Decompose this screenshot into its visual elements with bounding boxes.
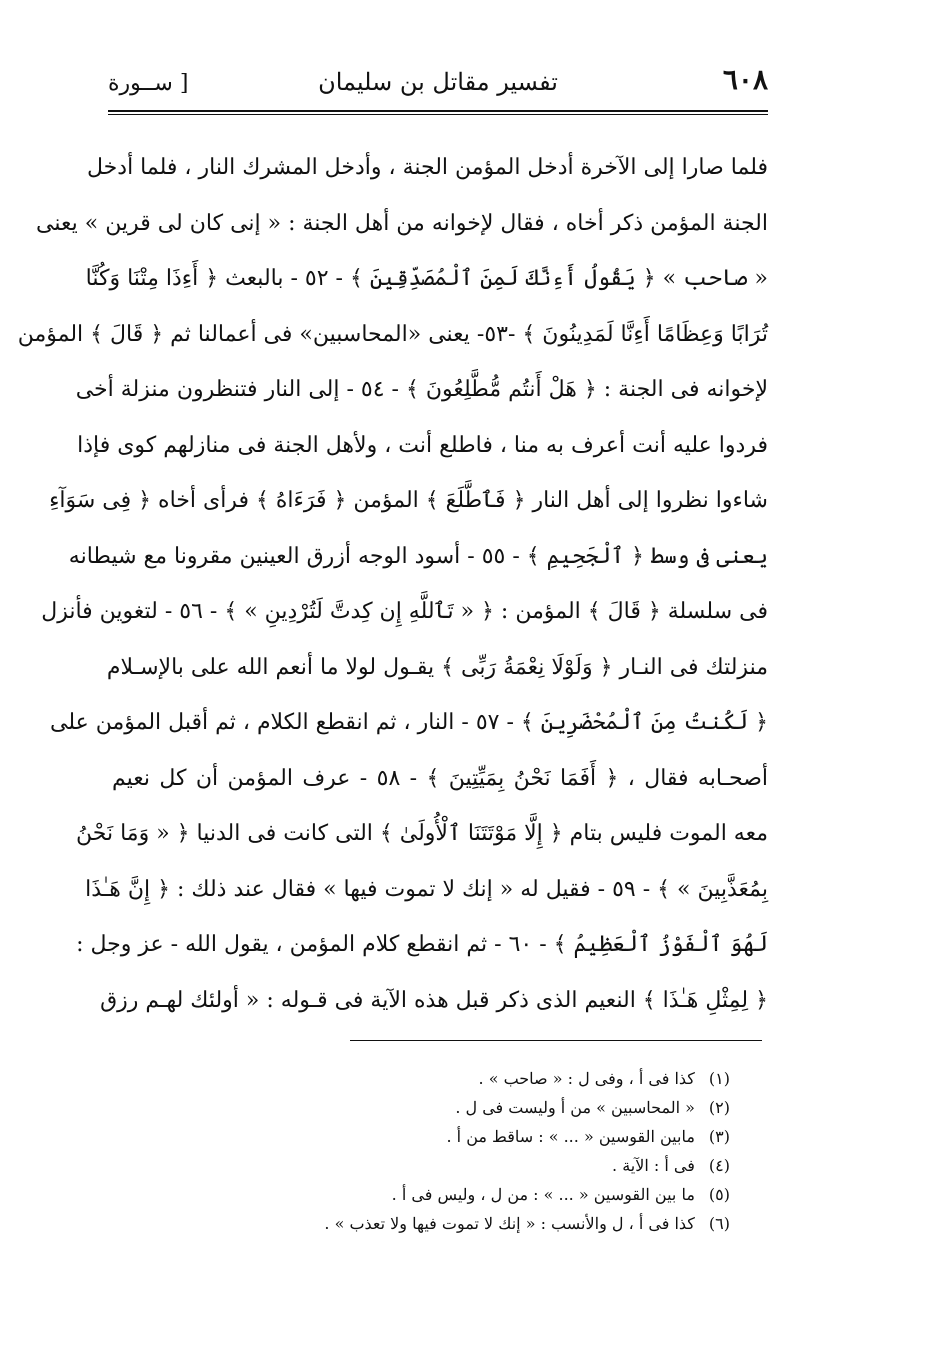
text-line: شاءوا نظروا إلى أهل النار ﴿ فَٱطَّلَعَ ﴾ المؤمن ﴿ فَرَءَاهُ ﴾ فرأى أخاه ﴿ فِى سَوَآءِ bbox=[49, 488, 768, 513]
page-number: ٦٠٨ bbox=[722, 63, 768, 96]
footnote-number: (١) bbox=[708, 1069, 730, 1088]
body-text bbox=[17, 140, 768, 1028]
footnote-separator bbox=[350, 1040, 762, 1041]
text-line: ﴿ لَكُنتُ مِنَ ٱلْمُحْضَرِينَ ﴾ - ٥٧ - النار ، ثم انقطع الكلام ، ثم أقبل المؤمن على bbox=[50, 710, 768, 735]
text-line: فردوا عليه أنت أعرف به منا ، فاطلع أنت ، ولأهل الجنة فى منازلهم كوى فإذا bbox=[77, 432, 768, 458]
header-rule-thin bbox=[108, 114, 768, 115]
footnote-text: مابين القوسين « ... » : ساقط من أ . bbox=[446, 1127, 695, 1146]
text-line: منزلتك فى النـار ﴿ وَلَوْلَا نِعْمَةُ رَبِّى ﴾ يقـول لولا ما أنعم الله على بالإسـلام bbox=[106, 654, 768, 680]
text-line: لإخوانه فى الجنة : ﴿ هَلْ أَنتُم مُّطَّلِعُونَ ﴾ - ٥٤ - إلى النار فتنظرون منزلة أخى bbox=[75, 377, 768, 402]
text-line: فى سلسلة ﴿ قَالَ ﴾ المؤمن : ﴿ « تَٱللَّهِ إِن كِدتَّ لَتُرْدِينِ » ﴾ - ٥٦ - لتغوين فأنزل bbox=[41, 599, 768, 624]
book-title: تفسير مقاتل بن سليمان bbox=[318, 68, 558, 96]
footnote-text: فى أ : الآية . bbox=[612, 1156, 695, 1175]
footnote-number: (٤) bbox=[708, 1156, 730, 1175]
text-line: معه الموت فليس بتام ﴿ إِلَّا مَوْتَتَنَا ٱلْأُولَىٰ ﴾ التى كانت فى الدنيا ﴿ « وَمَا نَحْنُ bbox=[76, 821, 768, 846]
text-line: بِمُعَذَّبِينَ » ﴾ - ٥٩ - فقيل له « إنك لا تموت فيها » فقال عند ذلك : ﴿ إِنَّ هَـٰذَا bbox=[85, 876, 768, 902]
footnote-text: كذا فى أ ، ل والأنسب : « إنك لا تموت فيها ولا تعذب » . bbox=[324, 1214, 695, 1233]
header-rule bbox=[108, 110, 768, 112]
footnote-text: كذا فى أ ، وفى ل : « صاحب » . bbox=[478, 1069, 695, 1088]
footnote-number: (٣) bbox=[708, 1127, 730, 1146]
footnote-number: (٥) bbox=[708, 1185, 730, 1204]
text-line: ﴿ لِمِثْلِ هَـٰذَا ﴾ النعيم الذى ذكر قبل هذه الآية فى قـوله : « أولئك لهـم رزق bbox=[100, 987, 768, 1013]
text-line: « صاحب » ﴿ يَقُولُ أَءِنَّكَ لَمِنَ ٱلْمُصَدِّقِينَ ﴾ - ٥٢ - بالبعث ﴿ أَءِذَا مِتْنَا وَكُنَّا bbox=[85, 266, 768, 291]
footnotes bbox=[250, 1064, 730, 1238]
text-line: فلما صارا إلى الآخرة أدخل المؤمن الجنة ، وأدخل المشرك النار ، فلما أدخل bbox=[87, 155, 768, 180]
text-line: لَهُوَ ٱلْفَوْزُ ٱلْعَظِيمُ ﴾ - ٦٠ - ثم انقطع كلام المؤمن ، يقول الله - عز وجل : bbox=[76, 932, 768, 957]
running-header bbox=[108, 58, 768, 106]
footnote-number: (٢) bbox=[708, 1098, 730, 1117]
footnote-text: « المحاسبين » من أ وليست فى ل . bbox=[455, 1098, 695, 1117]
text-line: الجنة المؤمن ذكر أخاه ، فقال لإخوانه من أهل الجنة : « إنى كان لى قرين » يعنى bbox=[36, 210, 768, 236]
text-line: أصحـابه فقال ، ﴿ أَفَمَا نَحْنُ بِمَيِّتِينَ ﴾ - ٥٨ - عرف المؤمن أن كل نعيم bbox=[112, 765, 768, 791]
footnote bbox=[250, 1093, 730, 1122]
footnote bbox=[250, 1209, 730, 1238]
footnote bbox=[250, 1064, 730, 1093]
footnote bbox=[250, 1122, 730, 1151]
footnote-text: ما بين القوسين « ... » : من ل ، وليس فى أ . bbox=[391, 1185, 695, 1204]
footnote bbox=[250, 1180, 730, 1209]
footnote bbox=[250, 1151, 730, 1180]
text-line: تُرَابًا وَعِظَامًا أَءِنَّا لَمَدِينُونَ ﴾ -٥٣- يعنى «المحاسبين» فى أعمالنا ثم ﴿ قَالَ ﴾ المؤمن bbox=[17, 321, 768, 347]
surah-marker: [ ســورة bbox=[108, 71, 189, 96]
text-line: يعنى فى وسط ﴿ ٱلْجَحِيمِ ﴾ - ٥٥ - أسود الوجه أزرق العينين مقرونا مع شيطانه bbox=[68, 543, 768, 569]
footnote-number: (٦) bbox=[708, 1214, 730, 1233]
